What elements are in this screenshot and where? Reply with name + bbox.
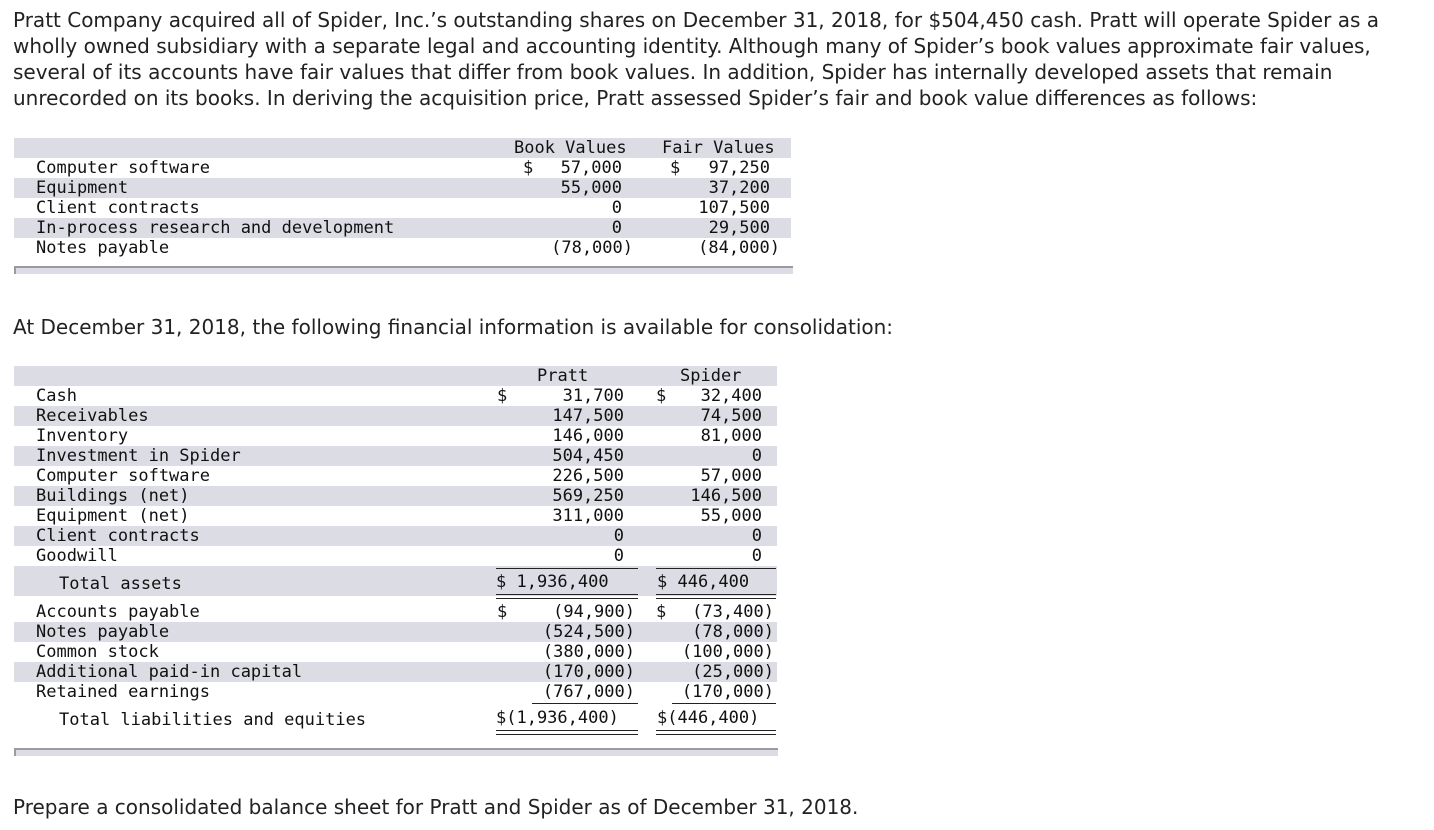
table2-asset-label: Cash <box>36 386 77 406</box>
table2-spider-value: 81,000 <box>700 426 762 446</box>
table1-row-label: Equipment <box>36 178 129 198</box>
table2-pratt-value: 31,700 <box>562 386 624 406</box>
table2-spider-currency: $ <box>656 602 667 622</box>
table2-liability-label: Common stock <box>36 642 159 662</box>
table2-asset-label: Goodwill <box>36 546 118 566</box>
table1-book-value: 55,000 <box>560 178 622 198</box>
table2-spider-currency: $ <box>656 386 667 406</box>
table2-spider-value: 74,500 <box>700 406 762 426</box>
underline <box>496 568 638 569</box>
double-underline <box>496 730 638 735</box>
table1-row-label: In-process research and development <box>36 218 395 238</box>
table2-asset-label: Receivables <box>36 406 149 426</box>
header-spider: Spider <box>680 366 742 386</box>
intro-paragraph: Pratt Company acquired all of Spider, Inc.’s outstanding shares on December 31, 2018, for $504,450 cash. Pratt will operate Spider as a wholly owned subsidiary with a separate legal and accounting identity. Although many of Spider’s book values approximate fair values, several of its accounts have fair values that differ from book values. In addition, Spider has internally developed assets that remain unrecorded on its books. In deriving the acquisition price, Pratt assessed Spider’s fair and book value differences as follows: <box>13 8 1379 110</box>
total-liabilities-pratt: $(1,936,400) <box>496 708 619 728</box>
table1-fair-value: (84,000) <box>698 238 780 258</box>
underline <box>656 568 776 569</box>
table2-spider-value: 32,400 <box>700 386 762 406</box>
header-book-values: Book Values <box>514 138 627 158</box>
table2-liability-label: Accounts payable <box>36 602 200 622</box>
double-underline <box>496 594 638 599</box>
table2-liability-label: Additional paid-in capital <box>36 662 303 682</box>
table1-fair-value: 37,200 <box>708 178 770 198</box>
table2-spider-value: (100,000) <box>681 642 774 662</box>
mid-paragraph: At December 31, 2018, the following financial information is available for consolidation: <box>13 315 894 339</box>
table2-spider-value: 57,000 <box>700 466 762 486</box>
table1-book-value: (78,000) <box>551 238 633 258</box>
table1-book-currency: $ <box>523 158 534 178</box>
table2-spider-value: (170,000) <box>681 682 774 702</box>
table1-fair-currency: $ <box>670 158 681 178</box>
double-underline <box>656 730 776 735</box>
table2-spider-value: 146,500 <box>690 486 762 506</box>
table1-book-value: 0 <box>611 198 622 218</box>
table1-fair-value: 107,500 <box>698 198 770 218</box>
table1-fair-value: 29,500 <box>708 218 770 238</box>
table1-row-band <box>14 178 791 198</box>
underline <box>532 703 638 704</box>
double-underline <box>656 594 776 599</box>
table1-bottom-bar <box>14 266 793 274</box>
table2-pratt-value: (94,900) <box>553 602 635 622</box>
table2-spider-value: (78,000) <box>692 622 774 642</box>
table2-asset-label: Buildings (net) <box>36 486 190 506</box>
table2-spider-value: (25,000) <box>692 662 774 682</box>
table2-spider-value: 0 <box>751 546 762 566</box>
table2-asset-label: Inventory <box>36 426 129 446</box>
table2-pratt-currency: $ <box>497 602 508 622</box>
total-assets-pratt: $ 1,936,400 <box>496 572 609 592</box>
table2-liability-label: Notes payable <box>36 622 170 642</box>
table2-liability-label: Retained earnings <box>36 682 210 702</box>
table2-pratt-value: (170,000) <box>542 662 635 682</box>
table2-asset-label: Client contracts <box>36 526 200 546</box>
table2-spider-value: 55,000 <box>700 506 762 526</box>
underline <box>672 703 776 704</box>
table1-row-label: Computer software <box>36 158 210 178</box>
table2-pratt-value: 504,450 <box>552 446 624 466</box>
total-assets-label: Total assets <box>59 574 182 594</box>
header-fair-values: Fair Values <box>662 138 775 158</box>
table1-book-value: 0 <box>611 218 622 238</box>
table2-header-band <box>14 366 777 386</box>
table2-pratt-value: 147,500 <box>552 406 624 426</box>
table2-pratt-currency: $ <box>497 386 508 406</box>
table1-row-label: Notes payable <box>36 238 170 258</box>
table2-asset-label: Investment in Spider <box>36 446 241 466</box>
table2-pratt-value: 226,500 <box>552 466 624 486</box>
table2-asset-label: Equipment (net) <box>36 506 190 526</box>
table2-pratt-value: 0 <box>613 546 624 566</box>
table2-pratt-value: (767,000) <box>542 682 635 702</box>
table2-pratt-value: 146,000 <box>552 426 624 446</box>
table1-book-value: 57,000 <box>560 158 622 178</box>
table2-spider-value: 0 <box>751 446 762 466</box>
table2-pratt-value: 0 <box>613 526 624 546</box>
table2-spider-value: (73,400) <box>692 602 774 622</box>
final-paragraph: Prepare a consolidated balance sheet for Pratt and Spider as of December 31, 2018. <box>13 795 859 819</box>
total-liabilities-label: Total liabilities and equities <box>59 710 367 730</box>
table2-pratt-value: (524,500) <box>542 622 635 642</box>
header-pratt: Pratt <box>537 366 589 386</box>
total-liabilities-spider: $(446,400) <box>657 708 760 728</box>
table2-asset-label: Computer software <box>36 466 210 486</box>
table1-row-label: Client contracts <box>36 198 200 218</box>
table2-spider-value: 0 <box>751 526 762 546</box>
table2-pratt-value: (380,000) <box>542 642 635 662</box>
total-assets-spider: $ 446,400 <box>657 572 750 592</box>
table2-pratt-value: 311,000 <box>552 506 624 526</box>
table2-pratt-value: 569,250 <box>552 486 624 506</box>
table2-bottom-bar <box>14 748 778 756</box>
table1-fair-value: 97,250 <box>708 158 770 178</box>
